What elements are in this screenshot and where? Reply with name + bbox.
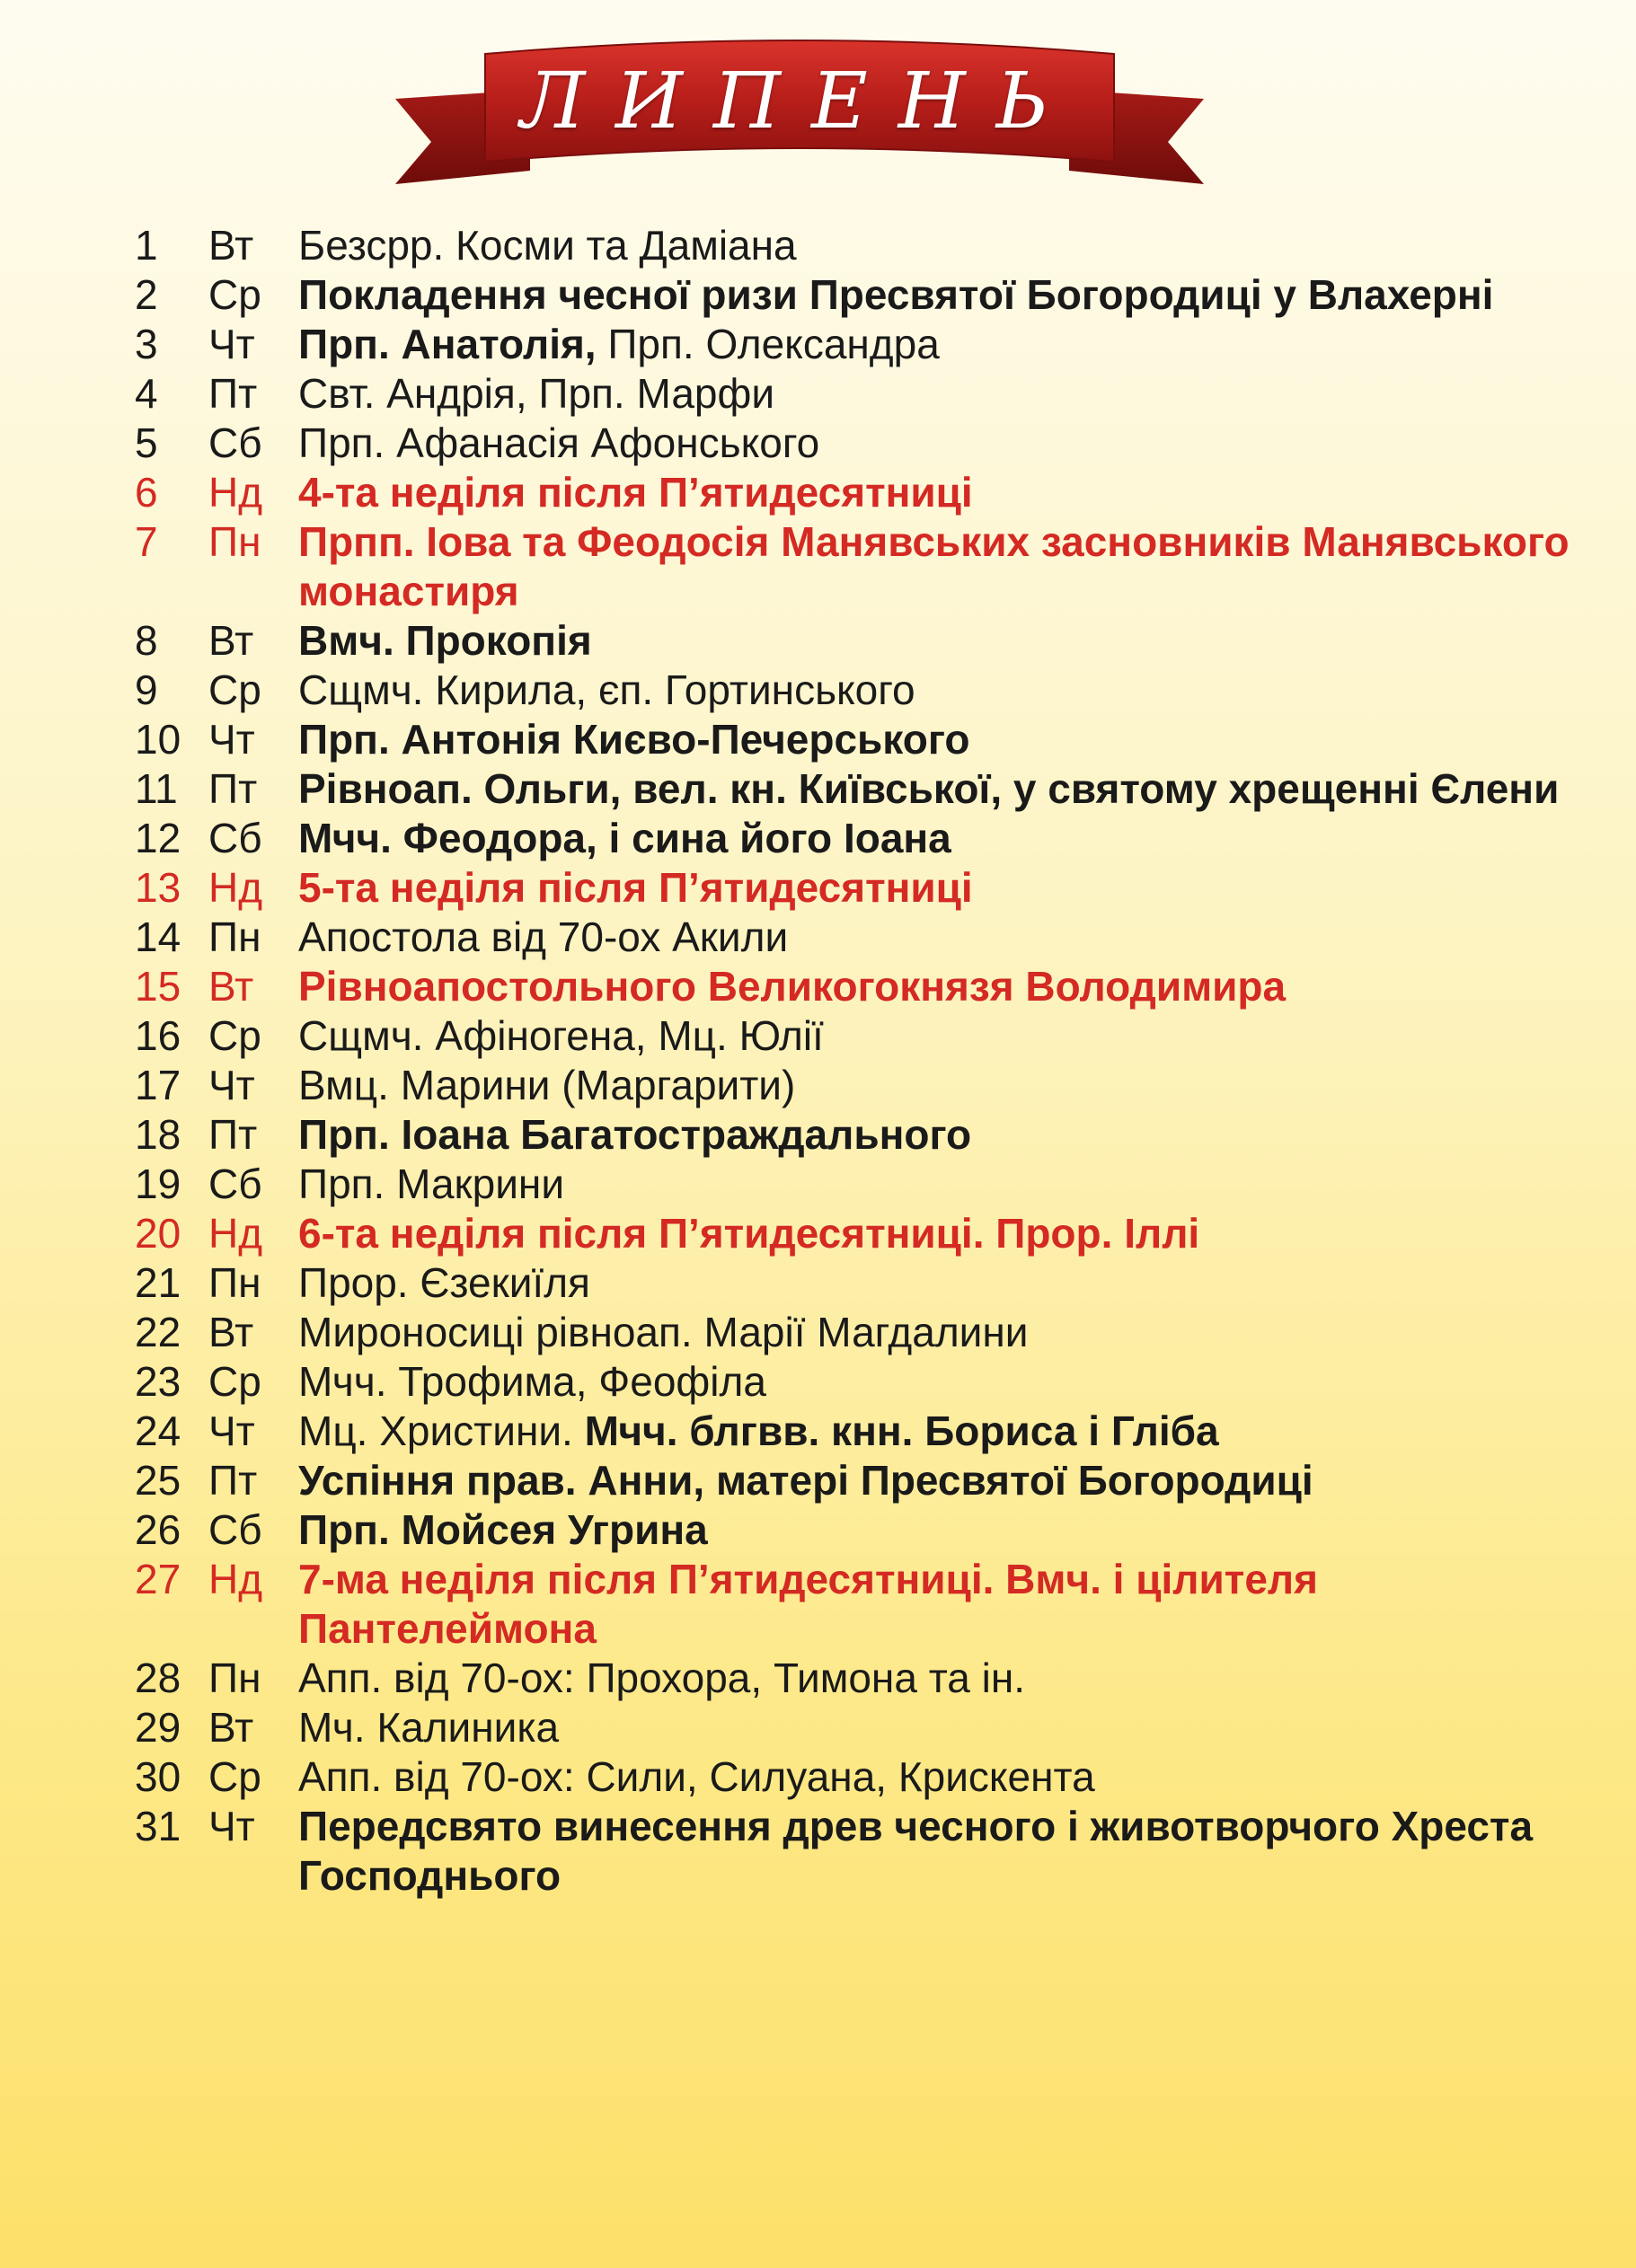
feast-name bbox=[298, 1160, 1572, 1209]
day-number: 19 bbox=[135, 1160, 181, 1207]
day-of-week: Чт bbox=[208, 1062, 255, 1108]
calendar-entry bbox=[135, 764, 1572, 814]
day-number: 20 bbox=[135, 1210, 181, 1257]
day-of-week: Вт bbox=[208, 222, 254, 269]
feast-name-part: 5-та неділя після П’ятидесятниці bbox=[298, 864, 973, 911]
feast-name-part: Мчч. Феодора, і сина його Іоана bbox=[298, 815, 951, 861]
feast-name bbox=[298, 1061, 1572, 1110]
feast-name-part: Покладення чесної ризи Пресвятої Богородиці у Влахерні bbox=[298, 271, 1494, 318]
day-of-week: Пн bbox=[208, 1655, 261, 1701]
feast-name bbox=[298, 863, 1572, 913]
calendar-entry bbox=[135, 221, 1572, 270]
feast-name-part: Безсрр. Косми та Даміана bbox=[298, 222, 797, 269]
day-of-week: Пт bbox=[208, 1111, 258, 1158]
feast-name bbox=[298, 1703, 1572, 1752]
feast-name bbox=[298, 1110, 1572, 1160]
feast-name bbox=[298, 419, 1572, 468]
day-number: 31 bbox=[135, 1803, 181, 1849]
day-of-week: Ср bbox=[208, 1012, 261, 1059]
day-number: 18 bbox=[135, 1111, 181, 1158]
day-number: 3 bbox=[135, 321, 158, 367]
calendar-list bbox=[135, 221, 1572, 1901]
feast-name-part: Прор. Єзекиїля bbox=[298, 1259, 590, 1306]
feast-name bbox=[298, 913, 1572, 962]
calendar-entry bbox=[135, 814, 1572, 863]
feast-name-part: Апп. від 70-ох: Сили, Силуана, Крискента bbox=[298, 1753, 1095, 1800]
feast-name-part: Апостола від 70-ох Акили bbox=[298, 913, 789, 960]
day-number: 25 bbox=[135, 1457, 181, 1504]
day-number: 29 bbox=[135, 1704, 181, 1751]
month-title: ЛИПЕНЬ bbox=[520, 57, 1079, 146]
day-number: 6 bbox=[135, 469, 158, 516]
feast-name bbox=[298, 764, 1572, 814]
calendar-entry bbox=[135, 468, 1572, 517]
calendar-entry bbox=[135, 369, 1572, 419]
feast-name bbox=[298, 468, 1572, 517]
day-of-week: Ср bbox=[208, 1753, 261, 1800]
day-of-week: Нд bbox=[208, 1556, 263, 1602]
feast-name-part: Вмц. Марини (Маргарити) bbox=[298, 1062, 796, 1108]
feast-name bbox=[298, 962, 1572, 1011]
feast-name-part: Прпп. Іова та Феодосія Манявських засновників Манявського монастиря bbox=[298, 518, 1570, 614]
feast-name bbox=[298, 369, 1572, 419]
calendar-entry bbox=[135, 1357, 1572, 1407]
day-number: 9 bbox=[135, 666, 158, 713]
calendar-entry bbox=[135, 1209, 1572, 1258]
feast-name bbox=[298, 715, 1572, 764]
feast-name bbox=[298, 1011, 1572, 1061]
calendar-entry bbox=[135, 1061, 1572, 1110]
feast-name bbox=[298, 1308, 1572, 1357]
feast-name-part: Мч. Калиника bbox=[298, 1704, 560, 1751]
feast-name bbox=[298, 1258, 1572, 1308]
day-number: 8 bbox=[135, 617, 158, 664]
feast-name-part: Прп. Макрини bbox=[298, 1160, 565, 1207]
calendar-entry bbox=[135, 962, 1572, 1011]
calendar-entry bbox=[135, 1308, 1572, 1357]
feast-name bbox=[298, 1209, 1572, 1258]
calendar-entry bbox=[135, 517, 1572, 616]
day-number: 17 bbox=[135, 1062, 181, 1108]
day-of-week: Пн bbox=[208, 1259, 261, 1306]
feast-name bbox=[298, 1456, 1572, 1505]
feast-name bbox=[298, 1654, 1572, 1703]
day-number: 16 bbox=[135, 1012, 181, 1059]
calendar-entry bbox=[135, 419, 1572, 468]
day-of-week: Нд bbox=[208, 469, 263, 516]
feast-name-part: Вмч. Прокопія bbox=[298, 617, 592, 664]
calendar-entry bbox=[135, 1802, 1572, 1901]
feast-name bbox=[298, 616, 1572, 666]
feast-name-part: Прп. Мойсея Угрина bbox=[298, 1506, 708, 1553]
feast-name-part: Апп. від 70-ох: Прохора, Тимона та ін. bbox=[298, 1655, 1026, 1701]
day-of-week: Пн bbox=[208, 913, 261, 960]
day-of-week: Сб bbox=[208, 815, 262, 861]
day-number: 7 bbox=[135, 518, 158, 565]
feast-name bbox=[298, 221, 1572, 270]
day-of-week: Вт bbox=[208, 1309, 254, 1355]
day-number: 11 bbox=[135, 765, 178, 812]
feast-name-part: Прп. Афанасія Афонського bbox=[298, 419, 820, 466]
feast-name-part: Рівноапостольного Великогокнязя Володимира bbox=[298, 963, 1287, 1010]
day-number: 30 bbox=[135, 1753, 181, 1800]
feast-name bbox=[298, 270, 1572, 320]
month-banner bbox=[395, 36, 1204, 198]
calendar-entry bbox=[135, 1505, 1572, 1555]
day-number: 27 bbox=[135, 1556, 181, 1602]
feast-name bbox=[298, 666, 1572, 715]
day-of-week: Чт bbox=[208, 1803, 255, 1849]
day-of-week: Ср bbox=[208, 666, 261, 713]
calendar-entry bbox=[135, 666, 1572, 715]
day-number: 4 bbox=[135, 370, 158, 417]
day-of-week: Нд bbox=[208, 864, 263, 911]
calendar-entry bbox=[135, 270, 1572, 320]
day-of-week: Сб bbox=[208, 1160, 262, 1207]
calendar-entry bbox=[135, 1752, 1572, 1802]
day-of-week: Ср bbox=[208, 1358, 261, 1405]
calendar-entry bbox=[135, 1258, 1572, 1308]
feast-name bbox=[298, 320, 1572, 369]
feast-name bbox=[298, 517, 1572, 616]
feast-name-part: Прп. Анатолія, bbox=[298, 321, 597, 367]
day-of-week: Пт bbox=[208, 765, 258, 812]
feast-name-part: Мц. Христини. bbox=[298, 1408, 585, 1454]
feast-name-part: Мчч. Трофима, Феофіла bbox=[298, 1358, 766, 1405]
feast-name-part: 6-та неділя після П’ятидесятниці. Прор. Іллі bbox=[298, 1210, 1200, 1257]
calendar-entry bbox=[135, 320, 1572, 369]
feast-name-part: Свт. Андрія, Прп. Марфи bbox=[298, 370, 775, 417]
feast-name-part: Мироносиці рівноап. Марії Магдалини bbox=[298, 1309, 1029, 1355]
day-of-week: Вт bbox=[208, 617, 254, 664]
calendar-entry bbox=[135, 1407, 1572, 1456]
day-number: 21 bbox=[135, 1259, 181, 1306]
feast-name-part: Сщмч. Кирила, єп. Гортинського bbox=[298, 666, 915, 713]
calendar-entry bbox=[135, 715, 1572, 764]
day-number: 10 bbox=[135, 716, 181, 763]
day-number: 2 bbox=[135, 271, 158, 318]
calendar-entry bbox=[135, 913, 1572, 962]
calendar-entry bbox=[135, 1654, 1572, 1703]
day-of-week: Чт bbox=[208, 716, 255, 763]
feast-name bbox=[298, 1752, 1572, 1802]
day-of-week: Ср bbox=[208, 271, 261, 318]
feast-name bbox=[298, 814, 1572, 863]
day-of-week: Чт bbox=[208, 1408, 255, 1454]
calendar-entry bbox=[135, 1110, 1572, 1160]
calendar-entry bbox=[135, 1703, 1572, 1752]
day-of-week: Нд bbox=[208, 1210, 263, 1257]
calendar-entry bbox=[135, 1160, 1572, 1209]
calendar-entry bbox=[135, 616, 1572, 666]
day-number: 22 bbox=[135, 1309, 181, 1355]
day-number: 13 bbox=[135, 864, 181, 911]
feast-name bbox=[298, 1802, 1572, 1901]
calendar-entry bbox=[135, 863, 1572, 913]
day-number: 14 bbox=[135, 913, 181, 960]
feast-name bbox=[298, 1407, 1572, 1456]
day-of-week: Вт bbox=[208, 1704, 254, 1751]
day-of-week: Чт bbox=[208, 321, 255, 367]
feast-name bbox=[298, 1555, 1572, 1654]
feast-name-part: 7-ма неділя після П’ятидесятниці. Вмч. і цілителя Пантелеймона bbox=[298, 1556, 1318, 1652]
day-number: 24 bbox=[135, 1408, 181, 1454]
day-of-week: Пт bbox=[208, 1457, 258, 1504]
day-number: 26 bbox=[135, 1506, 181, 1553]
day-number: 28 bbox=[135, 1655, 181, 1701]
day-of-week: Сб bbox=[208, 1506, 262, 1553]
feast-name-part: Прп. Іоана Багатостраждального bbox=[298, 1111, 972, 1158]
feast-name-part: Рівноап. Ольги, вел. кн. Київської, у святому хрещенні Єлени bbox=[298, 765, 1560, 812]
feast-name bbox=[298, 1357, 1572, 1407]
feast-name-part: 4-та неділя після П’ятидесятниці bbox=[298, 469, 973, 516]
feast-name-part: Передсвято винесення древ чесного і животворчого Хреста Господнього bbox=[298, 1803, 1534, 1899]
feast-name bbox=[298, 1505, 1572, 1555]
day-of-week: Вт bbox=[208, 963, 254, 1010]
day-number: 1 bbox=[135, 222, 158, 269]
day-number: 12 bbox=[135, 815, 181, 861]
day-number: 23 bbox=[135, 1358, 181, 1405]
day-number: 15 bbox=[135, 963, 181, 1010]
calendar-entry bbox=[135, 1011, 1572, 1061]
day-of-week: Пн bbox=[208, 518, 261, 565]
feast-name-part: Сщмч. Афіногена, Мц. Юлії bbox=[298, 1012, 824, 1059]
day-of-week: Пт bbox=[208, 370, 258, 417]
day-of-week: Сб bbox=[208, 419, 262, 466]
feast-name-part: Прп. Антонія Києво-Печерського bbox=[298, 716, 970, 763]
calendar-entry bbox=[135, 1456, 1572, 1505]
day-number: 5 bbox=[135, 419, 158, 466]
calendar-entry bbox=[135, 1555, 1572, 1654]
feast-name-part: Мчч. блгвв. кнн. Бориса і Гліба bbox=[584, 1408, 1219, 1454]
feast-name-part: Прп. Олександра bbox=[596, 321, 940, 367]
feast-name-part: Успіння прав. Анни, матері Пресвятої Богородиці bbox=[298, 1457, 1313, 1504]
